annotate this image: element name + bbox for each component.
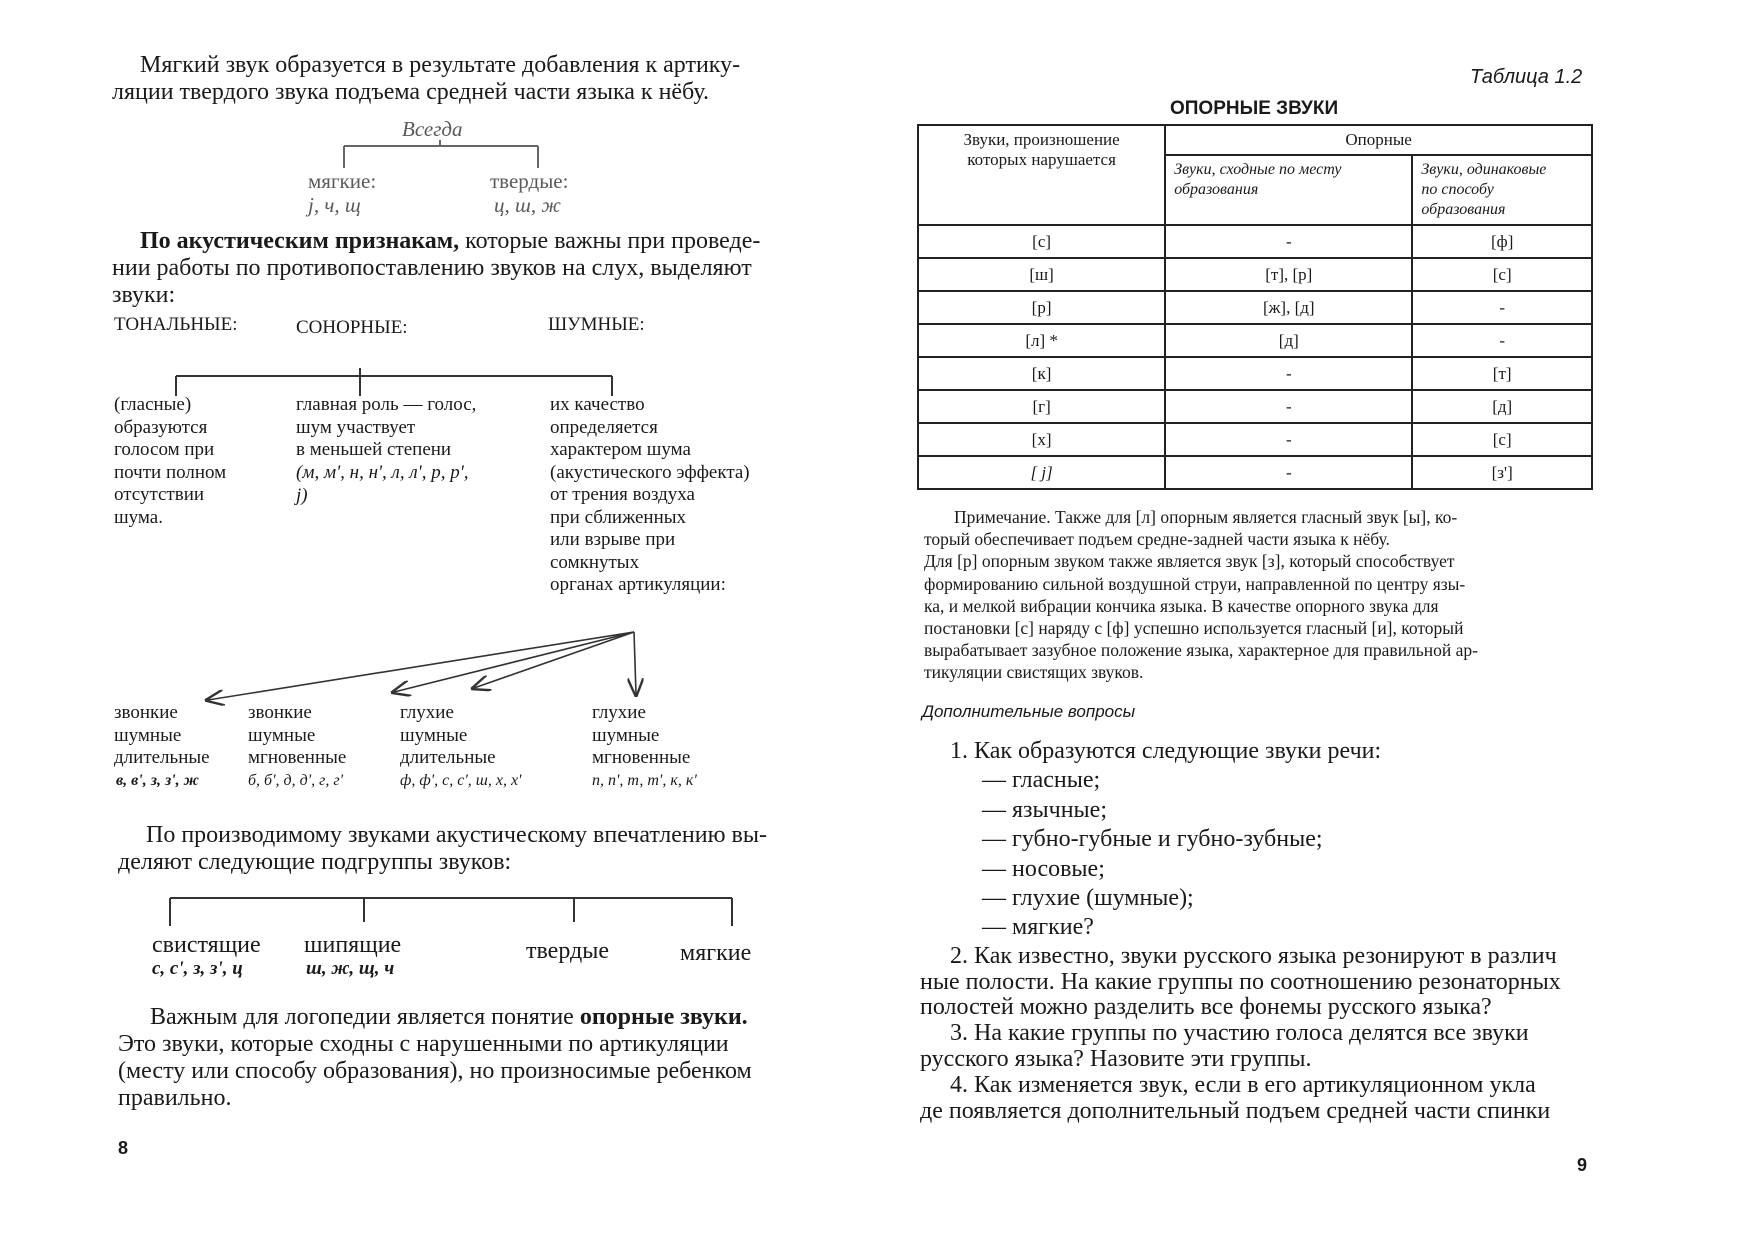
group-hard: твердые — [526, 938, 610, 964]
subgroup-3-label: глухие шумные длительные — [400, 702, 496, 768]
soft-title: мягкие: — [308, 169, 377, 193]
extra-questions-title: Дополнительные вопросы — [922, 702, 1136, 721]
acoustic-bold: По акустическим признакам, — [140, 228, 460, 254]
col1-header: Звуки, произношение которых нарушается — [963, 130, 1120, 169]
subgroup-4-sounds: п, п', т, т', к, к' — [592, 772, 697, 789]
acoustic-paragraph — [112, 228, 792, 309]
table-cell: [д] — [1412, 390, 1592, 423]
group-hissing: шипящие — [304, 932, 402, 958]
col1-header-cell — [918, 125, 1165, 225]
subgroup-2-label: звонкие шумные мгновенные — [248, 702, 347, 768]
subgroup-3-sounds: ф, ф', с, с', ш, х, х' — [400, 772, 522, 789]
category-sonor: СОНОРНЫЕ: — [296, 317, 408, 338]
table-cell: - — [1165, 423, 1412, 456]
group-header-cell — [1165, 125, 1592, 155]
table-row — [918, 423, 1592, 456]
category-noisy: ШУМНЫЕ: — [548, 314, 645, 335]
table-cell: - — [1165, 456, 1412, 489]
group-whistling: свистящие — [152, 932, 261, 958]
table-title: ОПОРНЫЕ ЗВУКИ — [1170, 98, 1339, 119]
group-hissing-sounds: ш, ж, щ, ч — [306, 958, 395, 979]
table-row — [918, 390, 1592, 423]
support-sounds-table — [917, 124, 1593, 490]
table-cell: - — [1165, 390, 1412, 423]
table-cell: [с] — [1412, 258, 1592, 291]
subgroup-arrows — [196, 628, 656, 708]
table-cell: [т] — [1412, 357, 1592, 390]
table-cell: [з'] — [1412, 456, 1592, 489]
hard-sounds: ц, ш, ж — [494, 193, 561, 217]
impression-bracket — [160, 892, 740, 928]
table-row — [918, 324, 1592, 357]
table-row — [918, 225, 1592, 258]
table-cell: [р] — [918, 291, 1165, 324]
col3-header: Звуки, одинаковые по способу образования — [1421, 161, 1547, 218]
subgroup-4-label: глухие шумные мгновенные — [592, 702, 691, 768]
question-1-item: — носовые; — [982, 856, 1105, 882]
table-cell: [к] — [918, 357, 1165, 390]
page-number-left: 8 — [118, 1138, 129, 1158]
table-row — [918, 258, 1592, 291]
table-cell: - — [1165, 357, 1412, 390]
table-cell: [ж], [д] — [1165, 291, 1412, 324]
col3-header-cell — [1412, 155, 1592, 225]
tonal-description: (гласные) образуются голосом при почти полном отсутствии шума. — [114, 394, 227, 528]
table-label: Таблица 1.2 — [1470, 66, 1583, 88]
support-first-line — [150, 1004, 810, 1031]
soft-sounds: j, ч, щ — [308, 193, 361, 217]
table-cell: [ j] — [918, 456, 1165, 489]
col2-header: Звуки, сходные по месту образования — [1174, 161, 1342, 198]
question-1-item: — глухие (шумные); — [982, 885, 1194, 911]
table-cell: [л] * — [918, 324, 1165, 357]
table-row — [918, 291, 1592, 324]
table-cell: [г] — [918, 390, 1165, 423]
sonor-description: главная роль — голос, шум участвует в меньшей степени — [296, 394, 477, 460]
group-soft: мягкие — [680, 940, 752, 966]
table-row — [918, 357, 1592, 390]
support-bold: опорные звуки. — [579, 1004, 748, 1030]
page-number-right: 9 — [1577, 1155, 1588, 1175]
intro-paragraph: Мягкий звук образуется в результате добавления к артику- ляции твердого звука подъема средней части языка к нёбу. — [112, 52, 741, 105]
table-cell: [с] — [1412, 423, 1592, 456]
question-2: 2. Как известно, звуки русского языка резонируют в различ ные полости. На какие группы по соотношению резонаторных полостей можно разделить все фонемы русского языка? — [920, 943, 1561, 1020]
table-cell: [с] — [918, 225, 1165, 258]
support-paragraph: Это звуки, которые сходны с нарушенными по артикуляции (месту или способу образования), но произносимые ребенком правильно. — [118, 1031, 752, 1111]
question-4: 4. Как изменяется звук, если в его артикуляционном укла де появляется дополнительный подъем средней части спинки — [920, 1072, 1551, 1124]
acoustic-text: которые важны при проведе- нии работы по противопоставлению звуков на слух, выделяют звуки: — [112, 228, 761, 308]
always-label: Всегда — [402, 117, 463, 141]
sonor-sounds: (м, м', н, н', л, л', р, р', j) — [296, 462, 469, 506]
table-cell: - — [1412, 324, 1592, 357]
category-tonal: ТОНАЛЬНЫЕ: — [114, 314, 238, 335]
question-1-item: — мягкие? — [982, 914, 1094, 940]
question-1-item: — губно-губные и губно-зубные; — [982, 826, 1323, 852]
subgroup-1-sounds: в, в', з, з', ж — [116, 772, 199, 789]
subgroup-1-label: звонкие шумные длительные — [114, 702, 210, 768]
table-cell: [х] — [918, 423, 1165, 456]
table-note: Примечание. Также для [л] опорным является гласный звук [ы], ко- торый обеспечивает подъем средне-задней части языка к нёбу. Для [р] опорным звуком также является звук [з], который способствует формированию сильной воздушной струи, направленной по центру язы- ка, и мелкой вибрации кончика языка. В качестве опорного звука для постановки [с] наряду с [ф] успешно используется гласный [и], который вырабатывает зазубное положение языка, характерное для правильной ар- тикуляции свистящих звуков. — [924, 507, 1478, 683]
table-cell: - — [1165, 225, 1412, 258]
group-whistling-sounds: с, с', з, з', ц — [152, 958, 243, 979]
question-1-item: — гласные; — [982, 767, 1101, 793]
table-header-row — [918, 125, 1592, 155]
group-header: Опорные — [1345, 130, 1412, 149]
table-cell: [т], [р] — [1165, 258, 1412, 291]
table-cell: [ф] — [1412, 225, 1592, 258]
table-cell: - — [1412, 291, 1592, 324]
question-1: 1. Как образуются следующие звуки речи: — [950, 738, 1382, 764]
table-cell: [ш] — [918, 258, 1165, 291]
hard-title: твердые: — [490, 169, 569, 193]
table-row — [918, 456, 1592, 489]
col2-header-cell — [1165, 155, 1412, 225]
question-3: 3. На какие группы по участию голоса делятся все звуки русского языка? Назовите эти группы. — [920, 1020, 1529, 1072]
always-bracket — [330, 140, 550, 170]
noisy-description: их качество определяется характером шума (акустического эффекта) от трения воздуха при сближенных или взрыве при сомкнутых органах артикуляции: — [550, 394, 750, 595]
table-cell: [д] — [1165, 324, 1412, 357]
impression-paragraph: По производимому звуками акустическому впечатлению вы- деляют следующие подгруппы звуков: — [118, 822, 767, 875]
support-pre: Важным для логопедии является понятие — [150, 1004, 580, 1030]
question-1-item: — язычные; — [982, 797, 1108, 823]
subgroup-2-sounds: б, б', д, д', г, г' — [248, 772, 344, 789]
